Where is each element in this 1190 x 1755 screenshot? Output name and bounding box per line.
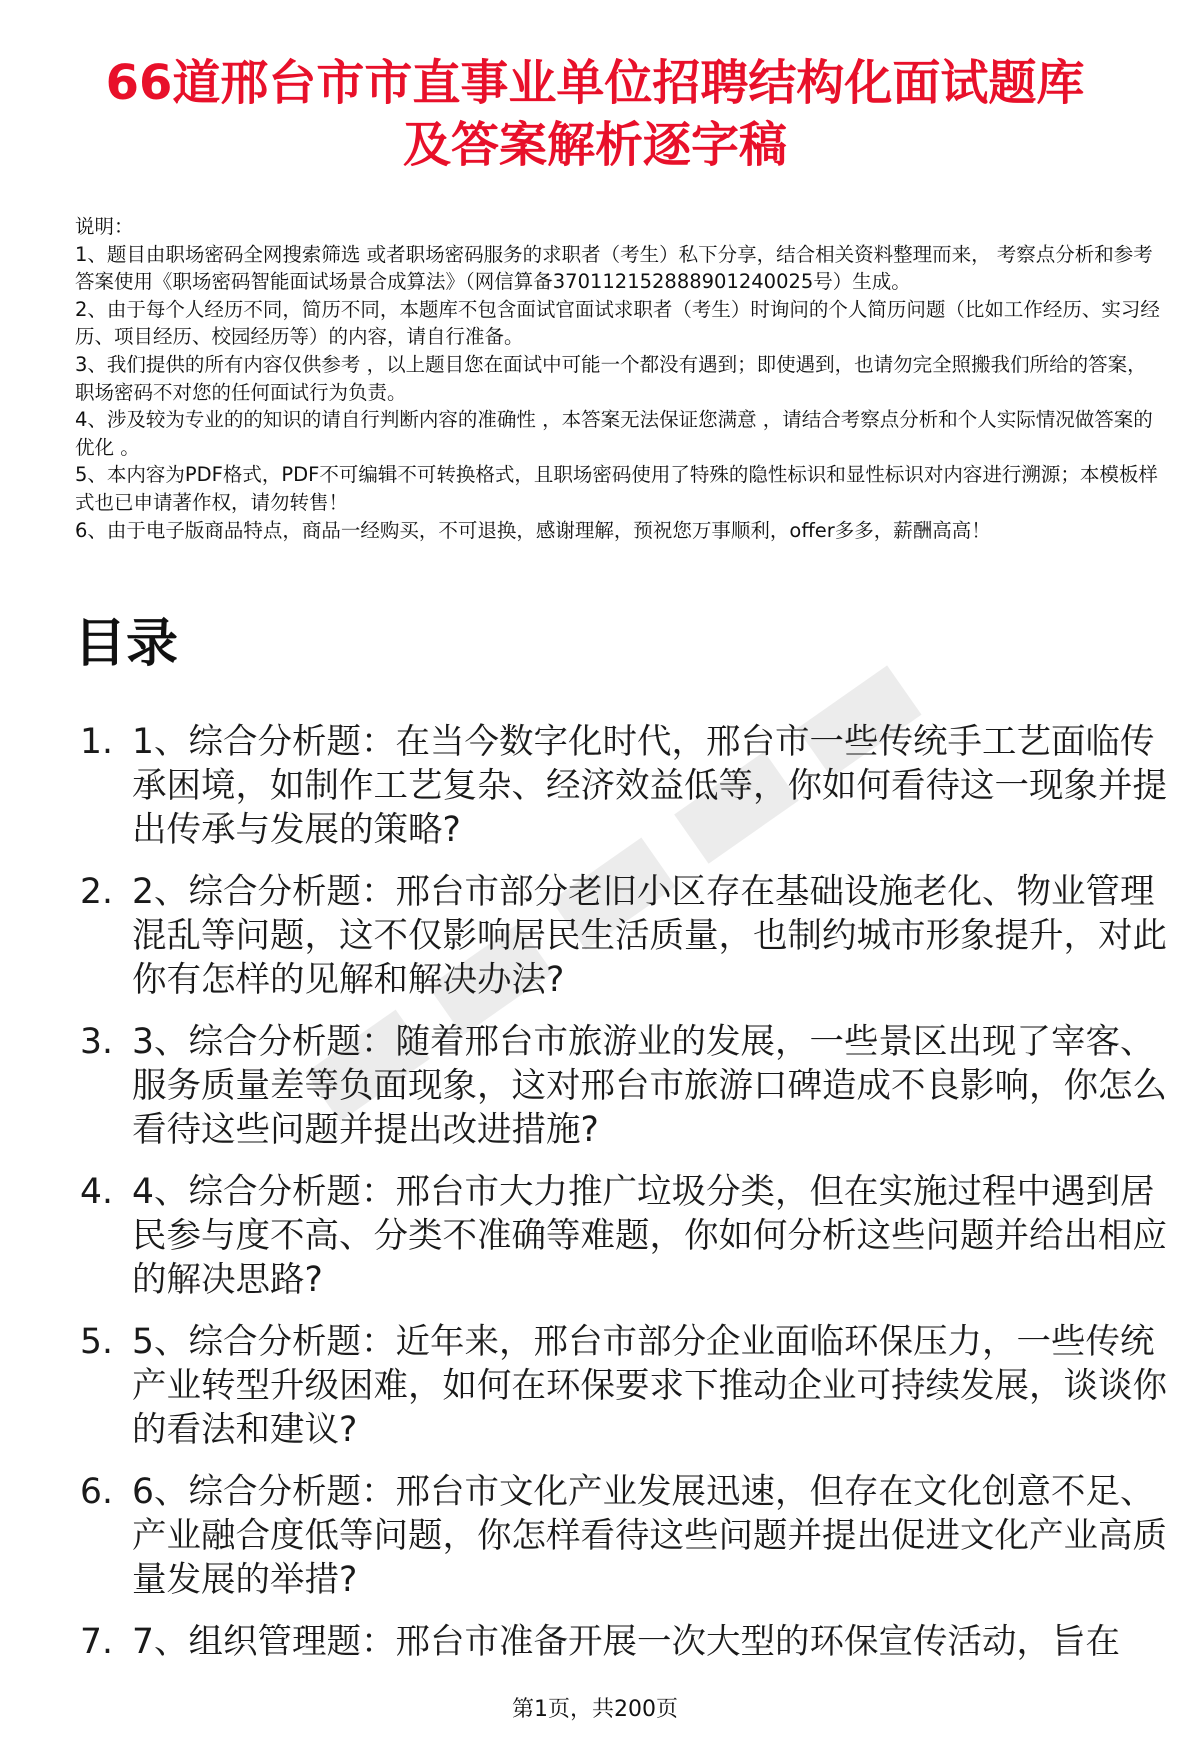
toc-item[interactable] [80, 1620, 1170, 1664]
toc-item[interactable] [80, 870, 1170, 1002]
note-item: 5、本内容为PDF格式，PDF不可编辑不可转换格式，且职场密码使用了特殊的隐性标识和显性标识对内容进行溯源；本模板样式也已申请著作权，请勿转售！ [75, 463, 1158, 514]
notes-heading: 说明： [75, 215, 134, 238]
note-item: 4、涉及较为专业的的知识的请自行判断内容的准确性 ，本答案无法保证您满意 ，请结合考察点分析和个人实际情况做答案的优化 。 [75, 408, 1153, 459]
toc-item-text: 4、综合分析题：邢台市大力推广垃圾分类，但在实施过程中遇到居民参与度不高、分类不准确等难题，你如何分析这些问题并给出相应的解决思路? [132, 1172, 1167, 1300]
toc-item-number: 3. [80, 1022, 113, 1062]
notes-section [75, 213, 1160, 544]
toc-list [80, 720, 1170, 1682]
note-item: 6、由于电子版商品特点，商品一经购买，不可退换，感谢理解，预祝您万事顺利，offer多多，薪酬高高！ [75, 518, 991, 542]
toc-item[interactable] [80, 1320, 1170, 1452]
toc-item-number: 6. [80, 1472, 113, 1512]
toc-item-text: 5、综合分析题：近年来，邢台市部分企业面临环保压力，一些传统产业转型升级困难，如何在环保要求下推动企业可持续发展，谈谈你的看法和建议? [132, 1322, 1167, 1450]
note-item: 3、我们提供的所有内容仅供参考 ，以上题目您在面试中可能一个都没有遇到；即使遇到，也请勿完全照搬我们所给的答案，职场密码不对您的任何面试行为负责。 [75, 352, 1147, 404]
toc-item-text: 7、组织管理题：邢台市准备开展一次大型的环保宣传活动，旨在 [132, 1622, 1120, 1662]
toc-item-text: 1、综合分析题：在当今数字化时代，邢台市一些传统手工艺面临传承困境，如制作工艺复杂、经济效益低等，你如何看待这一现象并提出传承与发展的策略? [132, 722, 1167, 850]
toc-item-text: 3、综合分析题：随着邢台市旅游业的发展，一些景区出现了宰客、服务质量差等负面现象，这对邢台市旅游口碑造成不良影响，你怎么看待这些问题并提出改进措施? [132, 1022, 1167, 1150]
toc-heading: 目录 [74, 614, 179, 674]
note-item: 1、题目由职场密码全网搜索筛选 或者职场密码服务的求职者（考生）私下分享，结合相关资料整理而来， 考察点分析和参考答案使用《职场密码智能面试场景合成算法》（网信算备370112152888901240025号）生成。 [75, 242, 1153, 294]
toc-item[interactable] [80, 1470, 1170, 1602]
toc-item-text: 2、综合分析题：邢台市部分老旧小区存在基础设施老化、物业管理混乱等问题，这不仅影响居民生活质量，也制约城市形象提升，对此你有怎样的见解和解决办法? [132, 872, 1167, 1000]
toc-item-number: 4. [80, 1172, 113, 1212]
toc-item[interactable] [80, 1020, 1170, 1152]
toc-item-number: 2. [80, 872, 113, 912]
toc-item[interactable] [80, 720, 1170, 852]
title-line-1: 66道邢台市市直事业单位招聘结构化面试题库 [105, 55, 1085, 111]
toc-item[interactable] [80, 1170, 1170, 1302]
page-footer: 第1页，共200页 [512, 1697, 678, 1722]
document-title [60, 52, 1130, 176]
toc-item-text: 6、综合分析题：邢台市文化产业发展迅速，但存在文化创意不足、产业融合度低等问题，你怎样看待这些问题并提出促进文化产业高质量发展的举措? [132, 1472, 1167, 1600]
toc-item-number: 1. [80, 722, 113, 762]
title-line-2: 及答案解析逐字稿 [402, 117, 787, 173]
note-item: 2、由于每个人经历不同，简历不同，本题库不包含面试官面试求职者（考生）时询问的个人简历问题（比如工作经历、实习经历、项目经历、校园经历等）的内容，请自行准备。 [75, 297, 1160, 349]
toc-item-number: 7. [80, 1622, 113, 1662]
toc-item-number: 5. [80, 1322, 113, 1362]
